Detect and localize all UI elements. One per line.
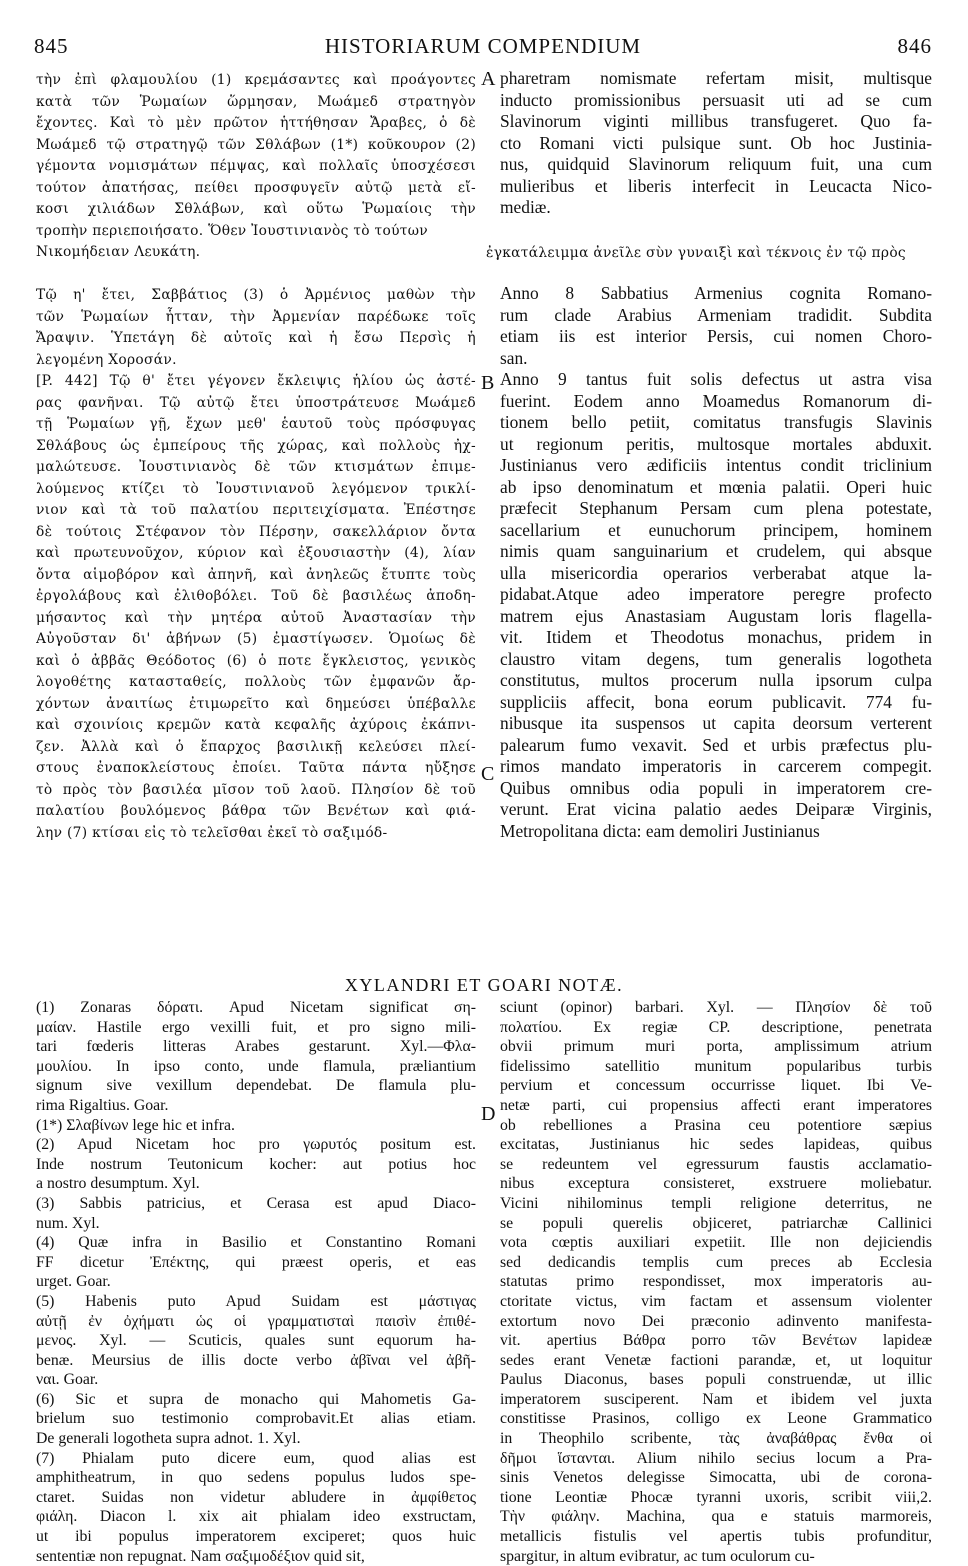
latin-line: cto Romani victi pulsique sunt. Ob hoc Justinia- [500,132,932,153]
greek-line: τροπὴν περιεποιήσατο. Ὅθεν Ἰουστινιανὸς τὸ τούτων [36,222,428,239]
latin-line: Justinianus vero ædificiis intentus condit triclinium [500,455,932,475]
latin-line: Quibus omnibus odia populi in imperatorem cre- [500,777,932,798]
greek-line: δὲ τούτοις Στέφανον τὸν Πέρσην, σακελλάριον ὄντα [36,523,476,540]
notes-heading: XYLANDRI ET GOARI NOTÆ. [344,975,624,995]
note-line: brielum suo testimonio comprobavit.Et alias etiam. [36,1410,476,1428]
note-line: extortum novo Dei præconio adinvento manifesta- [500,1312,932,1330]
note-line: (1) Zonaras δόρατι. Apud Nicetam significat ση- [36,999,476,1016]
note-line: sedes erant Venetæ factioni parandæ, et, ut loquitur [500,1351,932,1369]
note-line: De generali logotheta supra adnot. 1. Xyl. [36,1430,301,1448]
note-line: netæ parti, cui propensius affecti erant imperatores [500,1096,932,1114]
greek-line: κατὰ τῶν Ῥωμαίων ὥρμησαν, Μωάμεδ στρατηγὸν [36,93,476,110]
note-line: μουλίου. In ipso conto, unde flamula, præliantium [36,1057,476,1075]
note-line: statutas primo respondisset, mox imperatoris au- [500,1273,932,1291]
greek-line: Μωάμεδ τῷ στρατηγῷ τῶν Σθλάβων (1*) κοῦκουρον (2) [36,136,476,153]
latin-line: mediæ. [500,197,551,217]
note-line: Vicini nihilominus templi religione deterritus, ne [500,1194,932,1212]
greek-line: καὶ ὁ ἀββᾶς Θεόδοτος (6) ὁ ποτε ἔγκλειστος, γενικὸς [36,652,476,669]
latin-line: ulla misericordia operarios verberabat atque la- [500,562,932,583]
note-line: (4) Quæ infra in Basilio et Constantino Romani [36,1234,476,1252]
greek-line: λεγομένη Χοροσάν. [36,351,177,368]
note-line: αὐτῇ ἐν ὀχήματι ὡς οἱ γραμματισταὶ παισὶν ἐπιθέ- [36,1312,476,1330]
latin-line: Slavinorum viginti millibus transfugeret. Quo fa- [500,111,932,131]
greek-line: τούτον ἀπατήσας, πείθει προσφυγεῖν αὐτῷ μετὰ εἴ- [36,179,476,196]
note-line: in Theophilo scribente, τὰς ἀναβάθρας ἔνθα οἱ [500,1430,932,1448]
note-line: se redeuntem vel egressurum faustis acclamatio- [500,1155,932,1173]
note-line: ctaret. Suidas non videtur abludere in ἀμφίθετος [36,1488,476,1506]
note-line: (1*) Σλαβίνων lege hic et infra. [36,1116,235,1134]
greek-line: Αὐγοῦσταν δι' ἀβήνων (5) ἐμαστίγωσεν. Ὁμοίως δὲ [36,631,476,647]
latin-line: ab ipso denominatum et mœnia palatii. Operi huic [500,476,932,497]
greek-line: καὶ σχοινίοις κρεμῶν κατὰ κεφαλῆς ἀχύροις ἐκάπνι- [36,717,476,733]
note-line: vota cœptis auxiliari expetiit. Ille non dejiciendis [500,1234,932,1252]
note-line: urget. Goar. [36,1273,111,1291]
note-line: φιάλη. Diacon l. xix ait phialam ideo exstructam, [36,1508,476,1526]
latin-line: Anno 9 tantus fuit solis defectus ut astra visa [500,369,932,389]
latin-line: rimos mandato imperatoris in carcerem compegit. [500,756,932,776]
greek-line: Νικομήδειαν Λευκάτη. [36,244,201,260]
greek-line: τὴν ἐπὶ φλαμουλίου (1) κρεμάσαντες καὶ προάγοντες [36,72,476,88]
greek-line: παλατίου βουλόμενος βάθρα τῶν Βενέτων καὶ φιά- [36,803,476,819]
latin-line: sacellarium et eunuchorum principem, hominem [500,519,932,540]
note-line: pervium et concessum occurrisse liquet. Ibi Ve- [500,1077,932,1095]
greek-line: κοσι χιλιάδων Σθλάβων, καὶ οὕτω Ῥωμαίοις τὴν [36,201,476,217]
note-line: ναι. Goar. [36,1371,99,1389]
note-line: num. Xyl. [36,1214,100,1232]
note-line: μενος. Xyl. — Scuticis, quales sunt equorum ha- [36,1332,476,1350]
latin-line: rum clade Arabius Armeniam tradidit. Subdita [500,304,932,325]
latin-line: matrem ejus Anastasiam Augustam loris flagella- [500,605,932,626]
note-line: ob rebelliones a Prasina ceu potentiore sæpius [500,1116,932,1134]
latin-line: nimis quam sanguinarium et crudelem, qui absque [500,541,932,561]
greek-line: τῇ Ῥωμαίων γῇ, ἔχων μεθ' ἑαυτοῦ τοὺς πρόσφυγας [36,416,476,432]
note-line: tari fœderis litteras Arabes gestarunt. Xyl.—Φλα- [36,1038,476,1056]
greek-line: λούμενος κτίζει τὸ Ἰουστινιανοῦ λεγόμενον τρικλί- [36,480,476,497]
latin-line: verunt. Erat vicina palatio aedes Deiparæ Virginis, [500,799,932,819]
note-line: ut ibi populus imperatorem exciperet; quos huic [36,1528,476,1546]
note-line: Τὴν φιάλην. Machina, qua e statuis marmoreis, [500,1508,932,1526]
latin-line: palearum fumo vexavit. Sed et urbis præfectus plu- [500,734,932,755]
note-line: (6) Sic et supra de monacho qui Mahometis Ga- [36,1390,476,1408]
latin-line: constitutus, multos procerum nulla ipsorum culpa [500,670,932,690]
note-line: FF dicetur Ἐπέκτης, qui præest operis, et eas [36,1253,476,1271]
greek-line: τῶν Ῥωμαίων ἧτταν, τὴν Ἀρμενίαν παρέδωκε τοῖς [36,308,476,325]
note-line: sententiæ non repugnat. Nam σαξιμοδέξιον quid sit, [36,1547,365,1565]
right-page-number: 846 [897,34,932,58]
greek-line: ἐργολάβους καὶ ἐλιθοβόλει. Τοῦ δὲ βασιλέως ἀποδη- [36,588,476,604]
note-line: vit. apertius Βάθρα porro τῶν Βενέτων lapideæ [500,1332,932,1350]
latin-line: ut regionum peritis, multosque mortales abduxit. [500,433,932,454]
note-line: ctoritate victus, vim factam et assensum violenter [500,1292,932,1310]
greek-line: νιον καὶ τὰ τοῦ παλατίου περιτειχίσματα. Ἐπέστησε [36,502,476,518]
latin-line: claustro vitam degens, tum generalis logotheta [500,648,932,669]
note-line: rima Rigaltius. Goar. [36,1096,169,1114]
greek-text-main [36,285,476,844]
note-line: (7) Phialam puto dicere eum, quod alias est [36,1449,476,1467]
note-line: constitisse Prasinos, colligo ex Leone Grammatico [500,1410,932,1428]
note-line: se populi querelis objiceret, patriarchæ Callinici [500,1214,932,1232]
greek-line: ὄντα αἱμοβόρον καὶ ἀπηνῆ, καὶ ἀνηλεῶς ἔτυπτε τοὺς [36,566,476,583]
note-line: amphitheatrum, in quo sedens populus ludos spe- [36,1469,476,1487]
greek-text-top [36,70,476,264]
latin-line: mulieribus et liberis interfecit in Leucacta Nico- [500,175,932,196]
left-page-number: 845 [34,34,69,58]
margin-letter-b: B [481,372,495,394]
greek-line: ἔχοντες. Καὶ τὸ μὲν πρῶτον ἡττήθησαν Ἄραβες, ὁ δὲ [36,115,476,131]
latin-line: Anno 8 Sabbatius Armenius cognita Romano- [500,283,932,303]
latin-line: nus, quidquid Slavinorum reliquum fuit, una cum [500,154,932,174]
note-line: δῆμοι ἵστανται. Alium nihilo secius locum a Pra- [500,1449,932,1467]
greek-line: στους ἐναποκλείστους ἐποίει. Ταῦτα πάντα ηὔξησε [36,760,476,776]
latin-line: san. [500,347,528,368]
margin-letter-a: A [481,68,496,90]
greek-line: λην (7) κτίσαι εἰς τὸ τελεῖσθαι ἐκεῖ τὸ σαξιμόδ- [36,824,388,841]
note-line: sciunt (opinor) barbari. Xyl. — Πλησίον δὲ τοῦ [500,999,932,1016]
note-line: obvii primum muri porta, amplissimum atrium [500,1038,932,1056]
latin-line: pidabat.Atque adeo imperatore peregre profecto [500,584,932,604]
note-line: benæ. Meursius de illis docte verbo ἀβῖναι vel ἀβῆ- [36,1351,476,1369]
latin-text-top [500,68,932,219]
latin-line: inducto promissionibus persuasit uti ad se cum [500,89,932,110]
greek-line: ζεν. Ἀλλὰ καὶ ὁ ἔπαρχος βασιλικῇ κελεύσει πλεί- [36,738,476,755]
greek-line: τὸ πρὸς τὸν βασιλέα μῖσον τοῦ λαοῦ. Πλησίον δὲ τοῦ [36,781,476,798]
note-line: spargitur, in altum evibratur, ac tum oculorum cu- [500,1547,815,1565]
note-line: sed dedicandis templis cum preces ab Ecclesia [500,1253,932,1271]
note-line: fidelissimo satellitio munitum popularibus turbis [500,1057,932,1075]
note-line: tione Leontiæ Phocæ tyranni uxoris, scribit viii,2. [500,1488,932,1506]
greek-line: μήσαντος καὶ τὴν μητέρα αὐτοῦ Ἀναστασίαν τὴν [36,609,476,626]
notes-left-column [36,998,476,1566]
note-line: excitatas, Justinianus hic sedes lapideas, quibus [500,1136,932,1154]
greek-line: μαλώτευσε. Ἰουστινιανὸς δὲ τῶν κτισμάτων ἐπιμε- [36,459,476,475]
note-line: signum sive vexillum dependebat. De flamula plu- [36,1077,476,1095]
note-line: a nostro desumptum. Xyl. [36,1175,200,1193]
note-line: πολατίου. Ex regiæ CP. descriptione, penetrata [500,1018,932,1036]
latin-text-main [500,283,932,842]
greek-line: Ἄραψιν. Ὑπετάγη δὲ αὐτοῖς καὶ ἡ ἔσω Περσὶς ἡ [36,330,476,346]
note-line: (5) Habenis puto Apud Suidam est μάστιγας [36,1292,476,1310]
running-title: HISTORIARUM COMPENDIUM [324,34,642,58]
note-line: imperatorem susciperent. Nam et ibidem vel juxta [500,1390,932,1408]
note-line: nibus exceptura consisteret, exstruere moliebatur. [500,1175,932,1193]
note-line: Inde nostrum Teutonicum kocher: aut potius hoc [36,1155,476,1173]
notes-right-column [500,998,932,1566]
margin-letter-c: C [481,763,495,785]
latin-line: etiam iis est interior Persis, cui nomen Choro- [500,326,932,346]
greek-line: λογοθέτης κατασταθείς, πολλοὺς τῶν ἐμφανῶν ἄρ- [36,674,476,690]
latin-line: nibusque ita suspensos ut capita deorsum verterent [500,713,932,733]
greek-line: ρας φανῆναι. Τῷ αὐτῷ ἔτει ὑποστράτευσε Μωάμεδ [36,394,476,411]
latin-line: Metropolitana dicta: eam demoliri Justinianus [500,820,820,841]
latin-line: suppliciis affecit, bona eorum publicavit. 774 fu- [500,691,932,712]
latin-line: fuerint. Eodem anno Moamedus Romanorum di- [500,390,932,411]
latin-line: præfecit Stephanum Persam cum plena potestate, [500,498,932,518]
note-line: Paulus Diaconus, bases populi construendæ, ut illic [500,1371,932,1389]
greek-line: καὶ πρωτευνοῦχον, κύριον καὶ ἐξουσιαστὴν (4), λίαν [36,545,476,561]
greek-line: Σθλάβους ὡς ἐμπείρους τῆς χώρας, καὶ πολλοὺς ἠχ- [36,437,476,454]
note-line: sinis Venetos delegisse Simocatta, ubi de corona- [500,1469,932,1487]
latin-line: pharetram nomismate refertam misit, multisque [500,68,932,88]
latin-line: tionem bello petiit, comitatus transfugis Slavinis [500,412,932,432]
greek-line: γέμοντα νομισμάτων πέμψας, καὶ πολλαῖς ὑποσχέσεσι [36,158,476,174]
page-header [34,34,932,60]
note-line: metallicis fistulis vel apertis tubis profunditur, [500,1528,932,1546]
note-line: (2) Apud Nicetam hoc pro γωρυτός positum est. [36,1136,476,1154]
greek-line: [P. 442] Τῷ θ' ἔτει γέγονεν ἔκλειψις ἡλίου ὡς ἀστέ- [36,373,476,389]
note-line: (3) Sabbis patricius, et Cerasa est apud Diaco- [36,1194,476,1212]
greek-line: χόντων ἀναιτίως ἐτιμωρεῖτο καὶ δημεύσει ὑπέβαλλε [36,695,476,712]
note-line: μαίαν. Hastile ergo vexilli fuit, et pro signo mili- [36,1018,476,1036]
margin-letter-d: D [481,1103,496,1125]
greek-line: Τῷ η' ἔτει, Σαββάτιος (3) ὁ Ἀρμένιος μαθὼν τὴν [36,287,476,303]
greek-tail-line: ἐγκατάλειμμα ἀνεῖλε σὺν γυναιξὶ καὶ τέκνοις ἐν τῷ πρὸς [486,245,906,261]
latin-line: vit. Itidem et Theodotus monachus, pridem in [500,627,932,647]
